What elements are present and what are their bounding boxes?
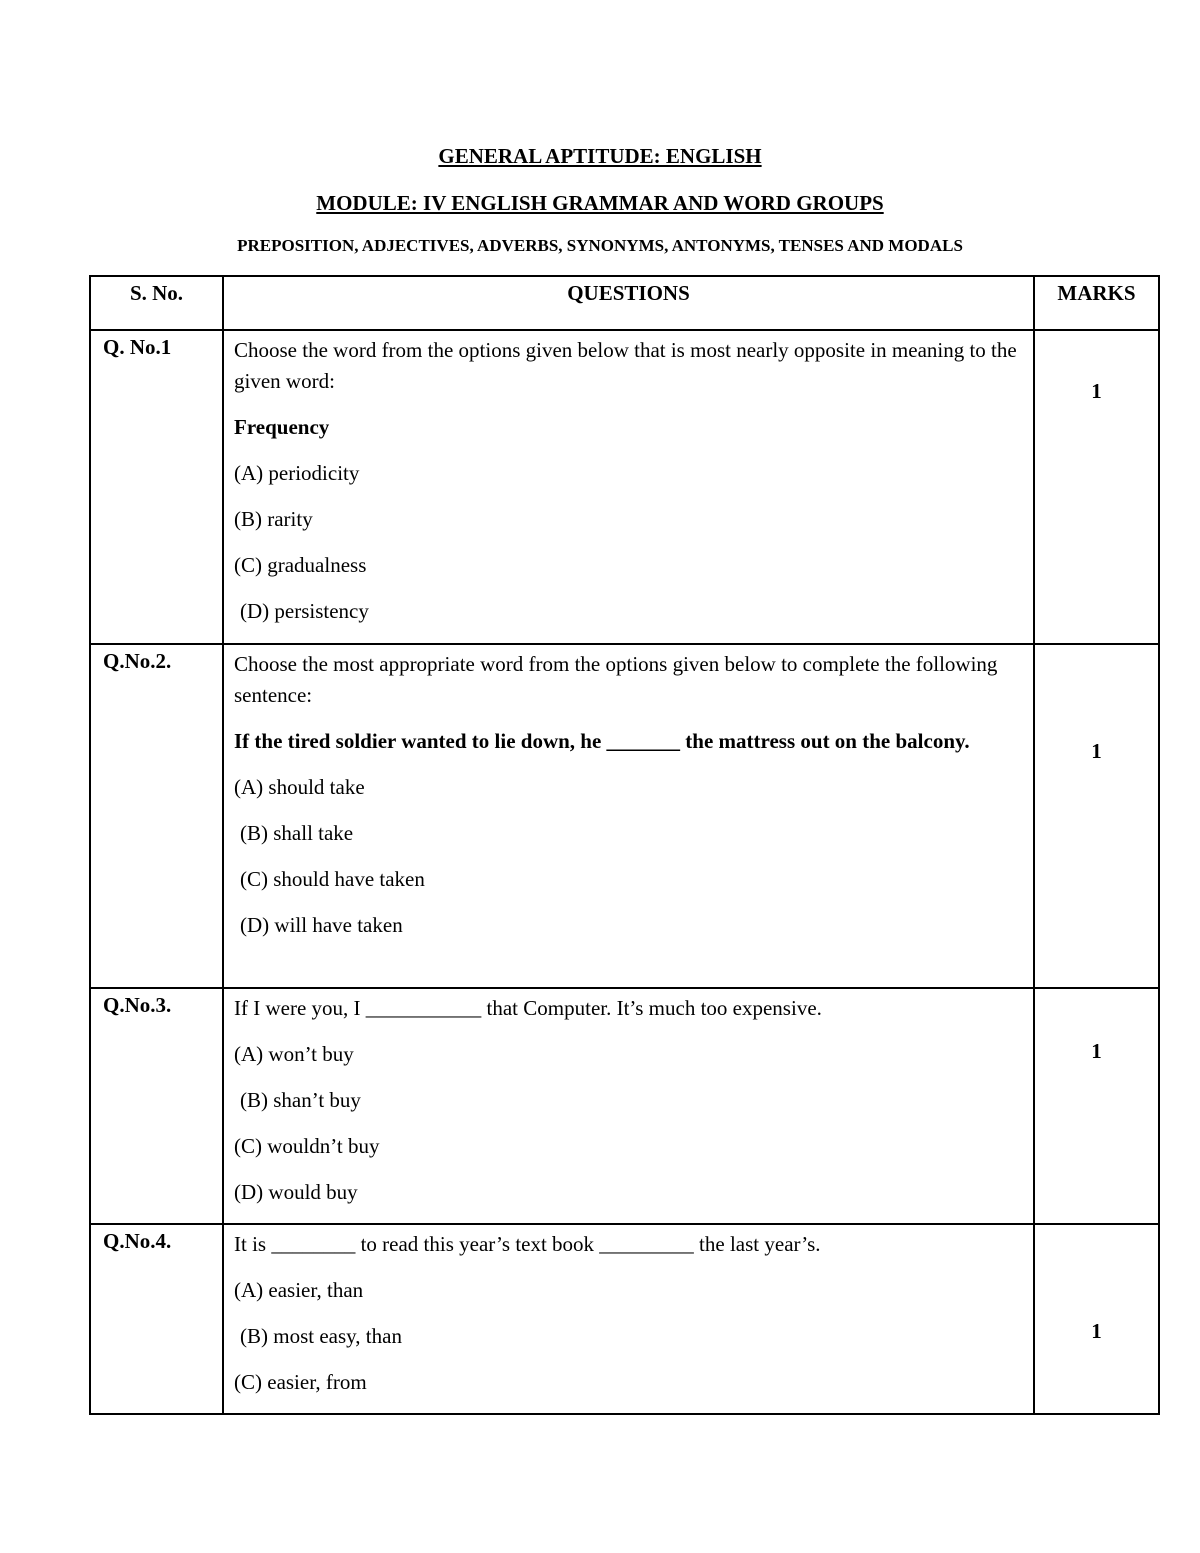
table-header-row <box>90 276 1159 330</box>
option: (A) easier, than <box>234 1278 364 1302</box>
question-prompt: Choose the most appropriate word from the options given below to complete the following sentence: <box>234 652 998 707</box>
option: (C) easier, from <box>234 1370 367 1394</box>
question-cell <box>223 330 1034 644</box>
question-number: Q. No.1 <box>90 330 223 644</box>
option: (A) won’t buy <box>234 1042 354 1066</box>
question-number: Q.No.4. <box>90 1224 223 1414</box>
option: (C) wouldn’t buy <box>234 1134 380 1158</box>
table-row <box>90 330 1159 644</box>
question-sentence: If the tired soldier wanted to lie down, he _______ the mattress out on the balcony. <box>234 729 970 753</box>
topics-subtitle: PREPOSITION, ADJECTIVES, ADVERBS, SYNONYMS, ANTONYMS, TENSES AND MODALS <box>237 236 963 255</box>
option: (D) will have taken <box>240 913 403 937</box>
header-marks: MARKS <box>1034 276 1159 330</box>
question-cell <box>223 1224 1034 1414</box>
header-sno: S. No. <box>90 276 223 330</box>
document-title: GENERAL APTITUDE: ENGLISH <box>438 144 762 168</box>
question-number: Q.No.2. <box>90 644 223 988</box>
option: (C) should have taken <box>240 867 425 891</box>
option: (D) would buy <box>234 1180 358 1204</box>
option: (A) periodicity <box>234 461 360 485</box>
table-row <box>90 644 1159 988</box>
question-cell <box>223 644 1034 988</box>
marks-cell: 1 <box>1034 1224 1159 1414</box>
option: (B) most easy, than <box>240 1324 402 1348</box>
question-prompt: Choose the word from the options given below that is most nearly opposite in meaning to the given word: <box>234 338 1017 393</box>
header-questions: QUESTIONS <box>223 276 1034 330</box>
table-row <box>90 988 1159 1224</box>
option: (A) should take <box>234 775 365 799</box>
module-title: MODULE: IV ENGLISH GRAMMAR AND WORD GROUPS <box>316 191 884 215</box>
option: (B) rarity <box>234 507 313 531</box>
question-prompt: If I were you, I ___________ that Computer. It’s much too expensive. <box>234 996 822 1020</box>
option: (B) shan’t buy <box>240 1088 361 1112</box>
questions-table <box>89 275 1160 1415</box>
question-number: Q.No.3. <box>90 988 223 1224</box>
marks-cell: 1 <box>1034 330 1159 644</box>
marks-cell: 1 <box>1034 644 1159 988</box>
question-prompt: It is ________ to read this year’s text book _________ the last year’s. <box>234 1232 821 1256</box>
question-cell <box>223 988 1034 1224</box>
option: (C) gradualness <box>234 553 367 577</box>
option: (B) shall take <box>240 821 354 845</box>
marks-cell: 1 <box>1034 988 1159 1224</box>
question-word: Frequency <box>234 415 330 439</box>
option: (D) persistency <box>240 599 369 623</box>
table-row <box>90 1224 1159 1414</box>
